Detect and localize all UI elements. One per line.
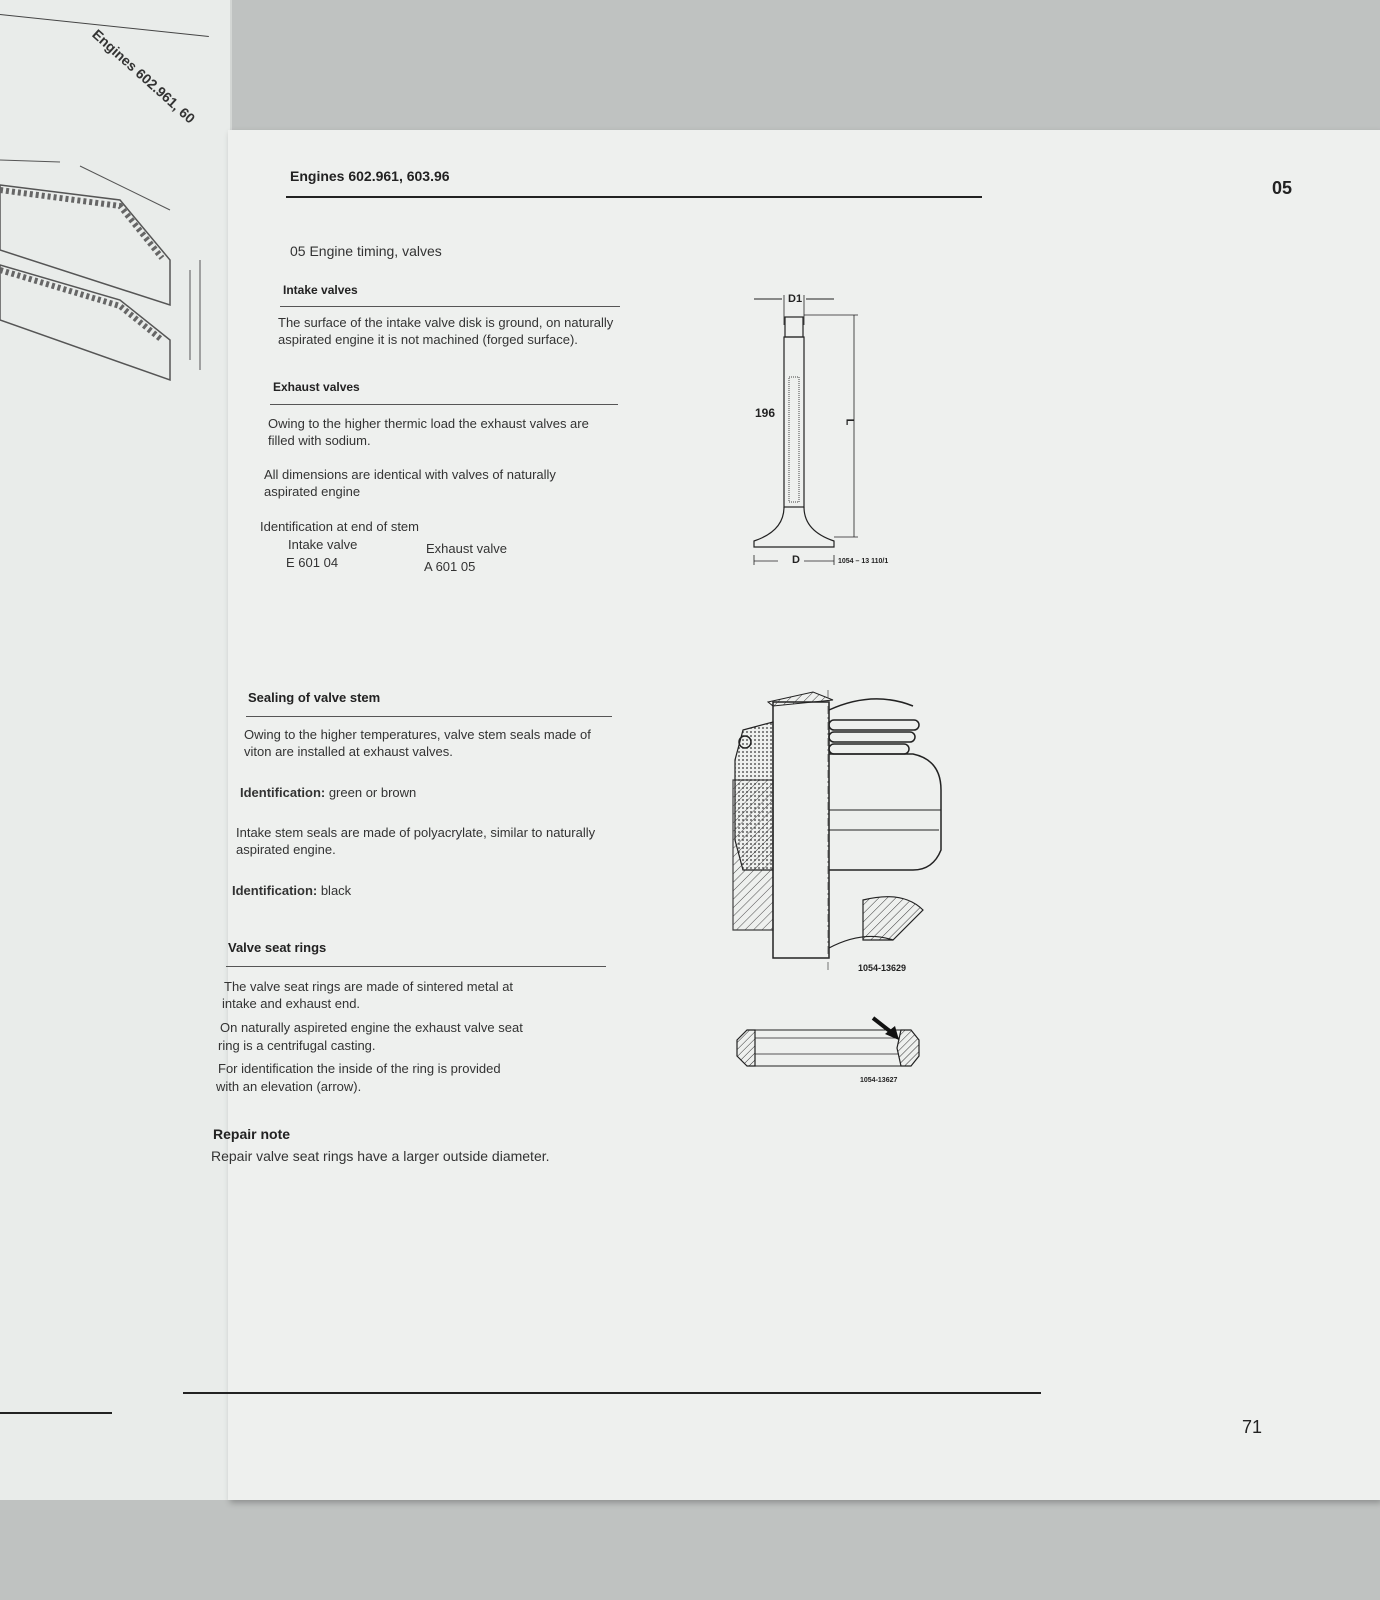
seal-figure-number: 1054-13629	[858, 963, 907, 973]
seat-rings-line-2: intake and exhaust end.	[222, 996, 361, 1011]
intake-valves-heading: Intake valves	[283, 283, 358, 297]
ident-2-label: Identification:	[232, 883, 318, 898]
sealing-text: Owing to the higher temperatures, valve stem seals made of viton are installed at exhaust valves.	[244, 727, 591, 759]
valve-seat-ring-drawing	[733, 1018, 933, 1078]
valve-figure-number: 1054 – 13 110/1	[838, 558, 889, 565]
valve-drawing	[748, 285, 948, 585]
seat-rings-line-5: For identification the inside of the ring is provided	[218, 1061, 501, 1076]
exhaust-dimensions-text: All dimensions are identical with valves of naturally aspirated engine	[264, 467, 556, 499]
seat-ring-figure-number: 1054-13627	[860, 1077, 898, 1084]
sealing-identification-1	[240, 784, 416, 801]
left-page-drawing	[0, 140, 230, 540]
intake-seal-text: Intake stem seals are made of polyacrylate, similar to naturally aspirated engine.	[236, 825, 596, 857]
ident-2-value: black	[317, 883, 352, 898]
seat-rings-rule	[226, 966, 606, 967]
repair-note-heading: Repair note	[213, 1126, 291, 1142]
intake-valve-code: E 601 04	[286, 555, 339, 570]
sealing-heading: Sealing of valve stem	[248, 690, 381, 705]
chapter-title: 05 Engine timing, valves	[290, 243, 442, 259]
exhaust-valve-code: A 601 05	[424, 559, 476, 574]
ident-1-label: Identification:	[240, 785, 326, 800]
ident-1-value: green or brown	[325, 785, 417, 800]
running-title: Engines 602.961, 603.96	[290, 168, 450, 184]
seat-rings-line-4: ring is a centrifugal casting.	[218, 1038, 376, 1053]
sealing-rule	[246, 716, 612, 717]
left-page	[0, 0, 232, 1500]
section-number: 05	[1271, 178, 1292, 198]
page-number: 71	[1241, 1417, 1262, 1437]
seat-rings-line-3: On naturally aspireted engine the exhaust valve seat	[220, 1020, 523, 1035]
valve-l-label: L	[843, 418, 856, 426]
valve-stem-seal-drawing	[713, 690, 953, 970]
identification-label: Identification at end of stem	[260, 519, 419, 534]
left-page-header: Engines 602.961, 60	[89, 26, 199, 127]
valve-d-label: D	[792, 554, 800, 566]
seat-rings-heading: Valve seat rings	[228, 940, 327, 955]
exhaust-valves-rule	[270, 404, 618, 405]
footer-rule	[183, 1392, 1041, 1394]
left-page-bottom-rule	[0, 1412, 112, 1414]
exhaust-valves-text: Owing to the higher thermic load the exhaust valves are filled with sodium.	[268, 416, 589, 448]
intake-valves-rule	[280, 306, 620, 307]
seat-rings-line-1: The valve seat rings are made of sintered metal at	[224, 979, 514, 994]
seat-rings-line-6: with an elevation (arrow).	[216, 1079, 362, 1094]
repair-note-text: Repair valve seat rings have a larger outside diameter.	[211, 1148, 550, 1164]
intake-valve-col-label: Intake valve	[288, 537, 358, 552]
sealing-identification-2	[232, 882, 351, 899]
exhaust-valve-col-label: Exhaust valve	[426, 541, 507, 556]
exhaust-valves-heading: Exhaust valves	[273, 380, 360, 394]
manual-page	[211, 130, 1380, 1500]
valve-d1-label: D1	[788, 293, 803, 305]
valve-196-label: 196	[755, 406, 776, 420]
intake-valves-text: The surface of the intake valve disk is ground, on naturally aspirated engine it is not machined (forged surface).	[278, 315, 614, 347]
header-rule	[286, 196, 982, 198]
